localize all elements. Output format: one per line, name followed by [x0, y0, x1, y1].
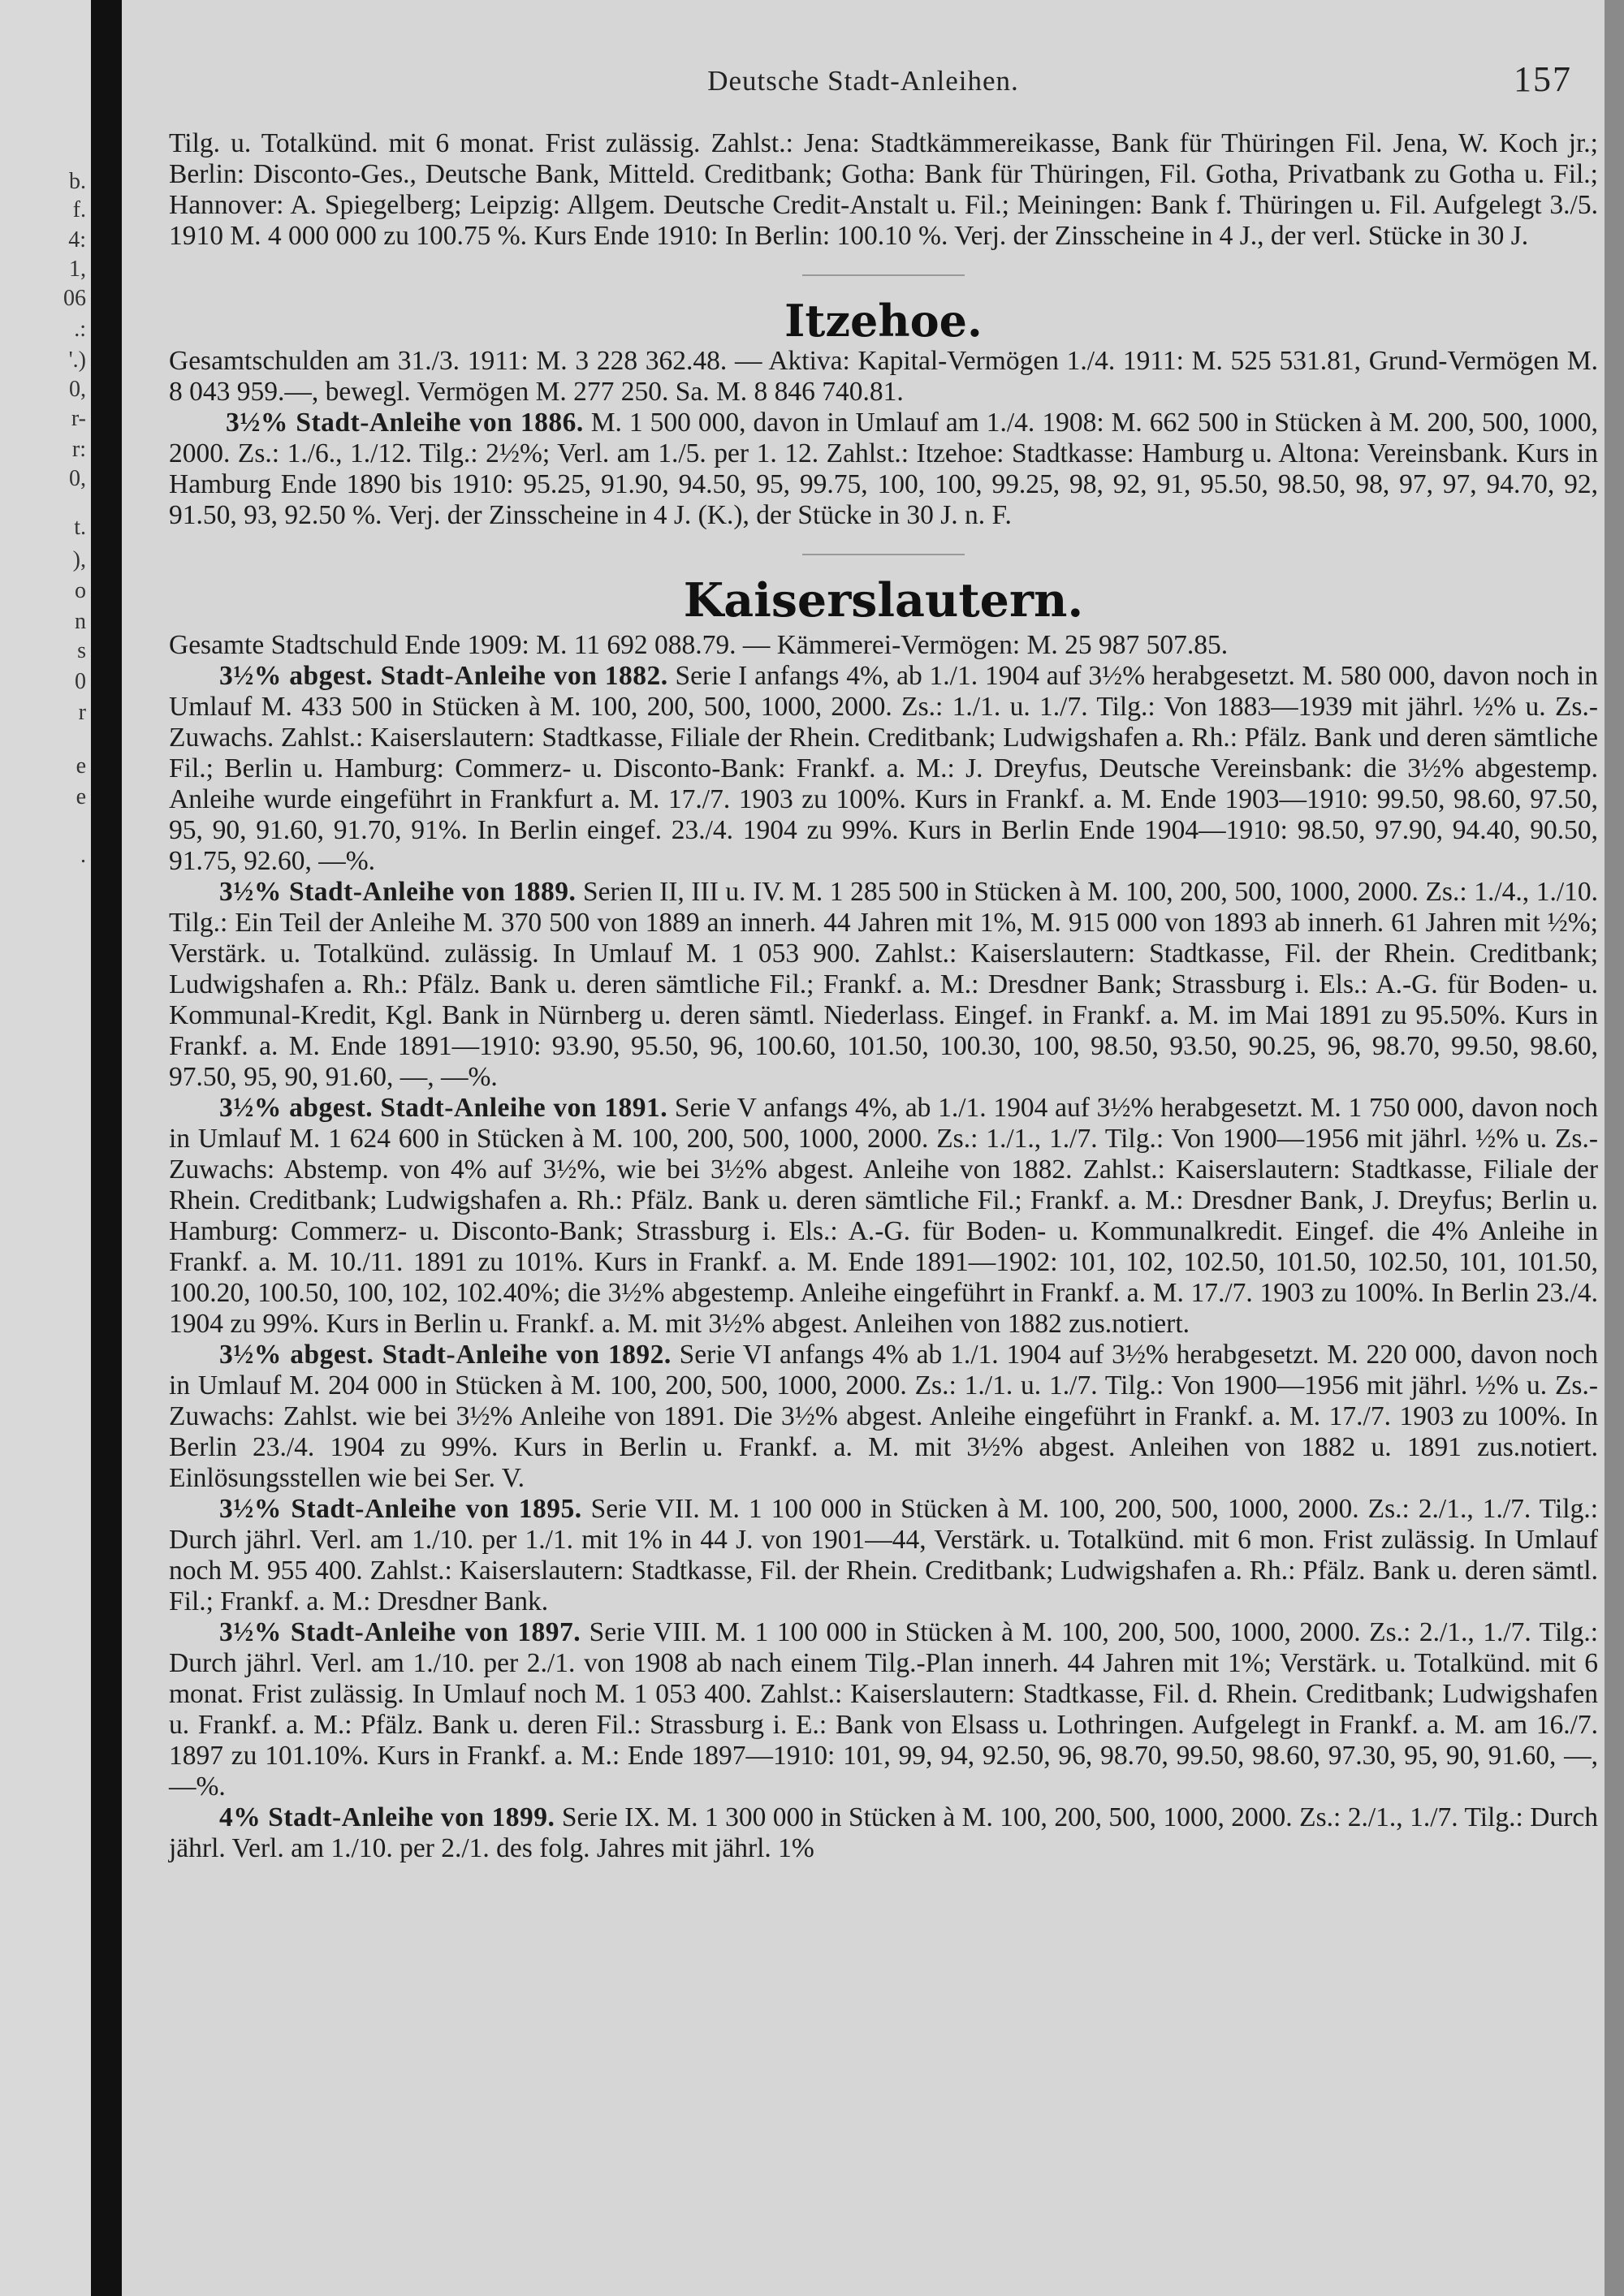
- adjacent-page-fragment: e: [76, 753, 86, 779]
- intro-paragraph: Tilg. u. Totalkünd. mit 6 monat. Frist zulässig. Zahlst.: Jena: Stadtkämmereikasse, Bank für Thüringen Fil. Jena, W. Koch jr.; Berlin: Disconto-Ges., Deutsche Bank, Mitteld. Creditbank; Gotha: Bank für Thüringen, Fil. Gotha, Privatbank zu Gotha u. Fil.; Hannover: A. Spiegelberg; Leipzig: Allgem. Deutsche Credit-Anstalt u. Fil.; Meiningen: Bank f. Thüringen u. Fil. Aufgelegt 3./5. 1910 M. 4 000 000 zu 100.75 %. Kurs Ende 1910: In Berlin: 100.10 %. Verj. der Zinsscheine in 4 J., der verl. Stücke in 30 J.: [169, 128, 1598, 251]
- page-body: [169, 128, 1598, 1864]
- loan-text: Serie VI anfangs 4% ab 1./1. 1904 auf 3½% herabgesetzt. M. 220 000, davon noch in Umlauf M. 204 000 in Stücken à M. 100, 200, 500, 1000, 2000. Zs.: 1./1. u. 1./7. Tilg.: Von 1900—1956 mit jährl. ½% u. Zs.-Zuwachs: Zahlst. wie bei 3½% Anleihe von 1891. Die 3½% abgest. Anleihe eingeführt in Frankf. a. M. 17./7. 1903 zu 100%. In Berlin 23./4. 1904 zu 99%. Kurs in Berlin u. Frankf. a. M. mit 3½% abgest. Anleihen von 1882 u. 1891 zus.notiert. Einlösungsstellen wie bei Ser. V.: [169, 1340, 1598, 1493]
- city-heading-itzehoe: Itzehoe.: [784, 295, 983, 347]
- adjacent-page-fragment: 1,: [69, 257, 86, 282]
- adjacent-page-fragment: 0: [75, 669, 86, 694]
- adjacent-page-fragment: 0,: [69, 377, 86, 402]
- loan-text: Serie IX. M. 1 300 000 in Stücken à M. 100, 200, 500, 1000, 2000. Zs.: 2./1., 1./7. Tilg.: Durch jährl. Verl. am 1./10. per 2./1. des folg. Jahres mit jährl. 1%: [169, 1802, 1598, 1863]
- loan-text: Serie V anfangs 4%, ab 1./1. 1904 auf 3½% herabgesetzt. M. 1 750 000, davon noch in Umlauf M. 1 624 600 in Stücken à M. 100, 200, 500, 1000, 2000. Zs.: 1./1., 1./7. Tilg.: Von 1900—1956 mit jährl. ½% u. Zs.-Zuwachs: Abstemp. von 4% auf 3½%, wie bei 3½% abgest. Anleihe von 1882. Zahlst.: Kaiserslautern: Stadtkasse, Filiale der Rhein. Creditbank; Ludwigshafen a. Rh.: Pfälz. Bank u. deren sämtliche Fil.; Frankf. a. M.: Dresdner Bank, J. Dreyfus; Berlin u. Hamburg: Commerz- u. Disconto-Bank; Strassburg i. Els.: A.-G. für Boden- u. Kommunalkredit. Eingef. die 4% Anleihe in Frankf. a. M. 10./11. 1891 zu 101%. Kurs in Frankf. a. M. Ende 1891—1902: 101, 102, 102.50, 101.50, 102.50, 101, 101.50, 100.20, 100.50, 100, 102, 102.40%; die 3½% abgestemp. Anleihe eingeführt in Frankf. a. M. 17./7. 1903 zu 100%. In Berlin 23./4. 1904 zu 99%. Kurs in Berlin u. Frankf. a. M. mit 3½% abgest. Anleihen von 1882 zus.notiert.: [169, 1093, 1598, 1339]
- loan-entry-1895: [169, 1494, 1598, 1617]
- section-divider: [802, 274, 965, 276]
- loan-text: M. 1 500 000, davon in Umlauf am 1./4. 1908: M. 662 500 in Stücken à M. 200, 500, 1000, 2000. Zs.: 1./6., 1./12. Tilg.: 2½%; Verl. am 1./5. per 1. 12. Zahlst.: Itzehoe: Stadtkasse: Hamburg u. Altona: Vereinsbank. Kurs in Hamburg Ende 1890 bis 1910: 95.25, 91.90, 94.50, 95, 99.75, 100, 100, 99.25, 98, 92, 91, 95.50, 98.50, 98, 97, 97, 94.70, 92, 91.50, 93, 92.50 %. Verj. der Zinsscheine in 4 J. (K.), der Stücke in 30 J. n. F.: [169, 408, 1599, 530]
- loan-title: 3½% Stadt-Anleihe von 1886.: [226, 408, 584, 438]
- adjacent-page-fragment: .:: [74, 317, 86, 342]
- adjacent-page-fragment: t.: [74, 515, 86, 540]
- document-page: [122, 0, 1605, 2296]
- adjacent-page-fragment: r:: [71, 437, 86, 462]
- adjacent-page-fragment: 4:: [68, 227, 86, 252]
- adjacent-page-fragment: n: [75, 609, 86, 634]
- loan-title: 3½% Stadt-Anleihe von 1889.: [219, 877, 577, 907]
- loan-title: 3½% abgest. Stadt-Anleihe von 1891.: [219, 1093, 668, 1123]
- loan-entry-1892: [169, 1340, 1598, 1494]
- loan-entry-1882: [169, 661, 1598, 877]
- loan-entry-1889: [169, 877, 1598, 1093]
- adjacent-page-fragment: .: [80, 843, 86, 868]
- loan-entry-1899: [169, 1802, 1598, 1864]
- adjacent-page-fragment: r-: [71, 406, 86, 431]
- loan-title: 3½% Stadt-Anleihe von 1897.: [219, 1617, 581, 1647]
- page-number: 157: [1514, 59, 1572, 99]
- adjacent-page-fragment: 06: [63, 286, 86, 311]
- loan-text: Serie VII. M. 1 100 000 in Stücken à M. 100, 200, 500, 1000, 2000. Zs.: 2./1., 1./7. Tilg.: Durch jährl. Verl. am 1./10. per 1./1. mit 1% in 44 J. von 1901—44, Verstärk. u. Totalkünd. mit 6 mon. Frist zulässig. In Umlauf noch M. 955 400. Zahlst.: Kaiserslautern: Stadtkasse, Fil. der Rhein. Creditbank; Ludwigshafen a. Rh.: Pfälz. Bank u. deren sämtl. Fil.; Frankf. a. M.: Dresdner Bank.: [169, 1494, 1598, 1616]
- loan-text: Serien II, III u. IV. M. 1 285 500 in Stücken à M. 100, 200, 500, 1000, 2000. Zs.: 1./4., 1./10. Tilg.: Ein Teil der Anleihe M. 370 500 von 1889 an innerh. 44 Jahren mit 1%, M. 915 000 von 1893 ab innerh. 61 Jahren mit ½%; Verstärk. u. Totalkünd. zulässig. In Umlauf M. 1 053 900. Zahlst.: Kaiserslautern: Stadtkasse, Fil. der Rhein. Creditbank; Ludwigshafen a. Rh.: Pfälz. Bank u. deren sämtliche Fil.; Frankf. a. M.: Dresdner Bank; Strassburg i. Els.: A.-G. für Boden- u. Kommunal-Kredit, Kgl. Bank in Nürnberg u. deren sämtl. Niederlass. Eingef. in Frankf. a. M. im Mai 1891 zu 95.50%. Kurs in Frankf. a. M. Ende 1891—1910: 93.90, 95.50, 96, 100.60, 101.50, 100.30, 100, 98.50, 93.50, 90.25, 96, 98.70, 99.50, 98.60, 97.50, 95, 90, 91.60, —, —%.: [169, 877, 1598, 1092]
- adjacent-page-fragment: '.): [68, 347, 86, 373]
- itzehoe-summary: Gesamtschulden am 31./3. 1911: M. 3 228 362.48. — Aktiva: Kapital-Vermögen 1./4. 1911: M. 525 531.81, Grund-Vermögen M. 8 043 959.—, bewegl. Vermögen M. 277 250. Sa. M. 8 846 740.81.: [169, 346, 1598, 407]
- loan-text: Serie I anfangs 4%, ab 1./1. 1904 auf 3½% herabgesetzt. M. 580 000, davon noch in Umlauf M. 433 500 in Stücken à M. 100, 200, 500, 1000, 2000. Zs.: 1./1. u. 1./7. Tilg.: Von 1883—1939 mit jährl. ½% u. Zs.-Zuwachs. Zahlst.: Kaiserslautern: Stadtkasse, Filiale der Rhein. Creditbank; Ludwigshafen a. Rh.: Pfälz. Bank und deren sämtliche Fil.; Berlin u. Hamburg: Commerz- u. Disconto-Bank: Frankf. a. M.: J. Dreyfus, Deutsche Vereinsbank: die 3½% abgestemp. Anleihe wurde eingeführt in Frankfurt a. M. 17./7. 1903 zu 100%. Kurs in Frankf. a. M. Ende 1903—1910: 99.50, 98.60, 97.50, 95, 90, 91.60, 91.70, 91%. In Berlin eingef. 23./4. 1904 zu 99%. Kurs in Berlin Ende 1904—1910: 98.50, 97.90, 94.40, 90.50, 91.75, 92.60, —%.: [169, 661, 1598, 876]
- loan-title: 3½% abgest. Stadt-Anleihe von 1892.: [219, 1340, 672, 1370]
- adjacent-page-fragment: e: [76, 784, 86, 809]
- loan-text: Serie VIII. M. 1 100 000 in Stücken à M. 100, 200, 500, 1000, 2000. Zs.: 2./1., 1./7. Tilg.: Durch jährl. Verl. am 1./10. per 2./1. von 1908 ab nach einem Tilg.-Plan innerh. 44 Jahren mit 1%; Verstärk. u. Totalkünd. mit 6 monat. Frist zulässig. In Umlauf noch M. 1 053 400. Zahlst.: Kaiserslautern: Stadtkasse, Fil. d. Rhein. Creditbank; Ludwigshafen u. Frankf. a. M.: Pfälz. Bank u. deren Fil.: Strassburg i. E.: Bank von Elsass u. Lothringen. Aufgelegt in Frankf. a. M. am 16./7. 1897 zu 101.10%. Kurs in Frankf. a. M.: Ende 1897—1910: 101, 99, 94, 92.50, 96, 98.70, 99.50, 98.60, 97.30, 95, 90, 91.60, —, —%.: [169, 1617, 1598, 1802]
- running-header: [122, 58, 1605, 99]
- adjacent-page-fragment: 0,: [69, 466, 86, 491]
- running-title: Deutsche Stadt-Anleihen.: [707, 65, 1019, 97]
- loan-title: 3½% Stadt-Anleihe von 1895.: [219, 1494, 582, 1524]
- loan-entry-1891: [169, 1093, 1598, 1340]
- section-divider: [802, 554, 965, 555]
- city-heading-kaiserslautern: Kaiserslautern.: [683, 573, 1084, 628]
- loan-title: 3½% abgest. Stadt-Anleihe von 1882.: [219, 661, 668, 691]
- adjacent-page-fragment: b.: [69, 169, 86, 194]
- itzehoe-loan-entry: [169, 408, 1598, 531]
- adjacent-page-fragment: r: [78, 700, 86, 725]
- adjacent-page-fragment: f.: [72, 197, 86, 222]
- adjacent-page-fragment: s: [77, 638, 86, 663]
- adjacent-page-fragment: o: [75, 578, 86, 603]
- book-gutter: [91, 0, 122, 2296]
- loan-title: 4% Stadt-Anleihe von 1899.: [219, 1802, 555, 1832]
- page-edge-shadow: [1605, 0, 1624, 2296]
- kaiserslautern-summary: Gesamte Stadtschuld Ende 1909: M. 11 692 088.79. — Kämmerei-Vermögen: M. 25 987 507.85.: [169, 630, 1229, 660]
- adjacent-page-edge: [0, 0, 91, 2296]
- loan-entry-1897: [169, 1617, 1598, 1802]
- adjacent-page-fragment: ),: [72, 547, 86, 572]
